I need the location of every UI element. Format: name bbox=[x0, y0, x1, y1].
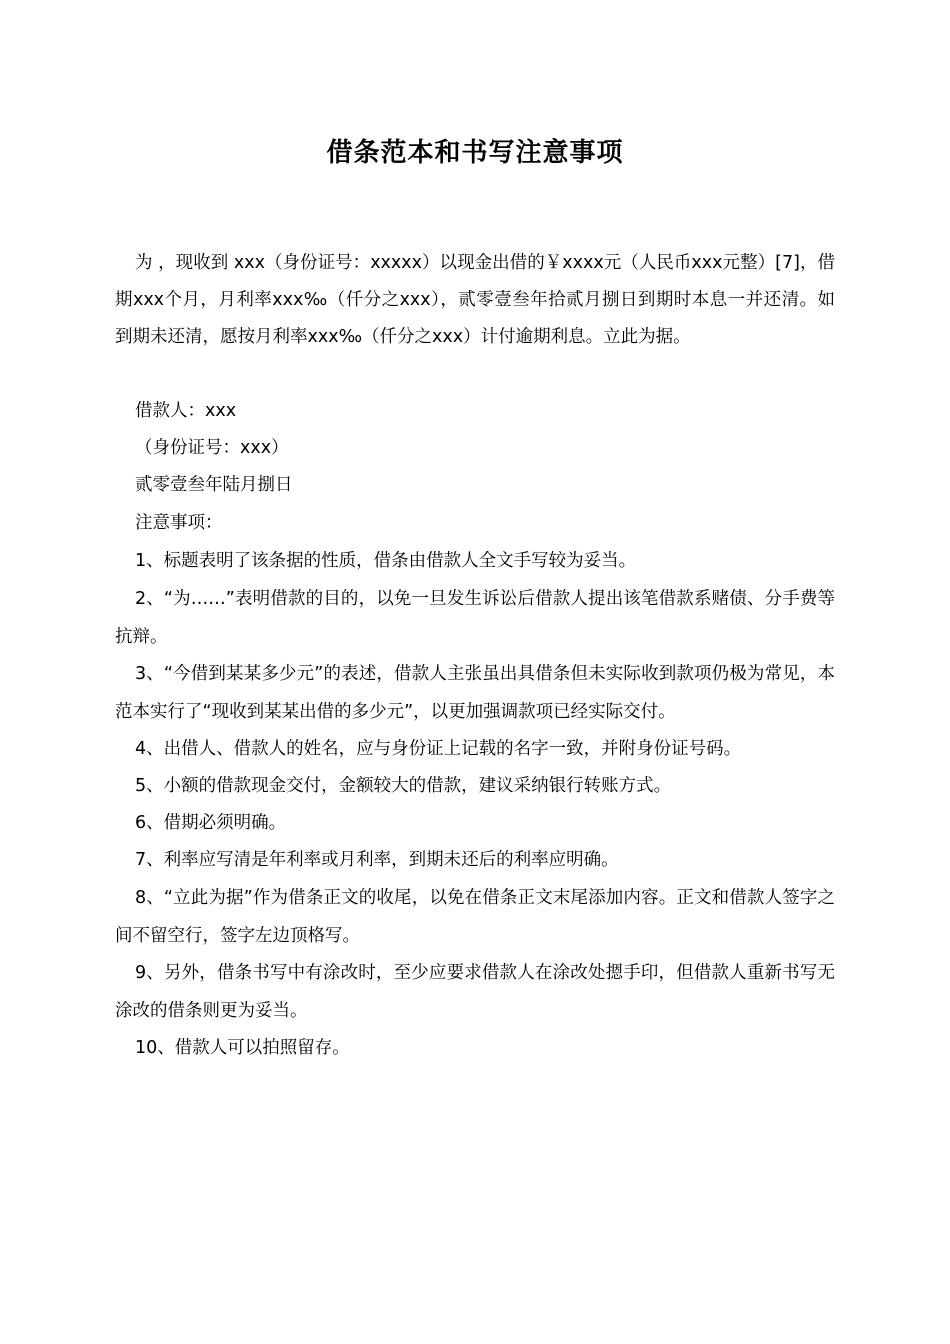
note-item: 6、借期必须明确。 bbox=[135, 813, 287, 833]
note-item: 2、“为……”表明借款的目的，以免一旦发生诉讼后借款人提出该笔借款系赌债、分手费等抗辩。 bbox=[115, 589, 835, 647]
note-item: 4、出借人、借款人的姓名，应与身份证上记载的名字一致，并附身份证号码。 bbox=[135, 739, 742, 759]
note-item: 3、“今借到某某多少元”的表述，借款人主张虽出具借条但未实际收到款项仍极为常见，本范本实行了“现收到某某出借的多少元”，以更加强调款项已经实际交付。 bbox=[115, 664, 835, 722]
notes-heading: 注意事项： bbox=[135, 513, 223, 533]
note-item: 10、借款人可以拍照留存。 bbox=[135, 1038, 350, 1058]
note-item: 7、利率应写清是年利率或月利率，到期未还后的利率应明确。 bbox=[135, 850, 619, 870]
borrower-line: 借款人：xxx bbox=[135, 401, 237, 421]
date-line: 贰零壹叁年陆月捌日 bbox=[135, 475, 293, 495]
note-item: 9、另外，借条书写中有涂改时，至少应要求借款人在涂改处摁手印，但借款人重新书写无涂改的借条则更为妥当。 bbox=[115, 963, 835, 1021]
document-title: 借条范本和书写注意事项 bbox=[326, 138, 624, 168]
body-paragraph: 为 ，现收到 xxx（身份证号：xxxxx）以现金出借的￥xxxx元（人民币xxx元整）[7]，借期xxx个月，月利率xxx‰（仟分之xxx），贰零壹叁年拾贰月捌日到期时本息一并还清。如到期未还清，愿按月利率xxx‰（仟分之xxx）计付逾期利息。立此为据。 bbox=[115, 253, 835, 347]
note-item: 1、标题表明了该条据的性质，借条由借款人全文手写较为妥当。 bbox=[135, 551, 637, 571]
id-number-line: （身份证号：xxx） bbox=[135, 438, 289, 458]
note-item: 5、小额的借款现金交付，金额较大的借款，建议采纳银行转账方式。 bbox=[135, 776, 672, 796]
note-item: 8、“立此为据”作为借条正文的收尾，以免在借条正文末尾添加内容。正文和借款人签字之间不留空行，签字左边顶格写。 bbox=[115, 888, 835, 946]
